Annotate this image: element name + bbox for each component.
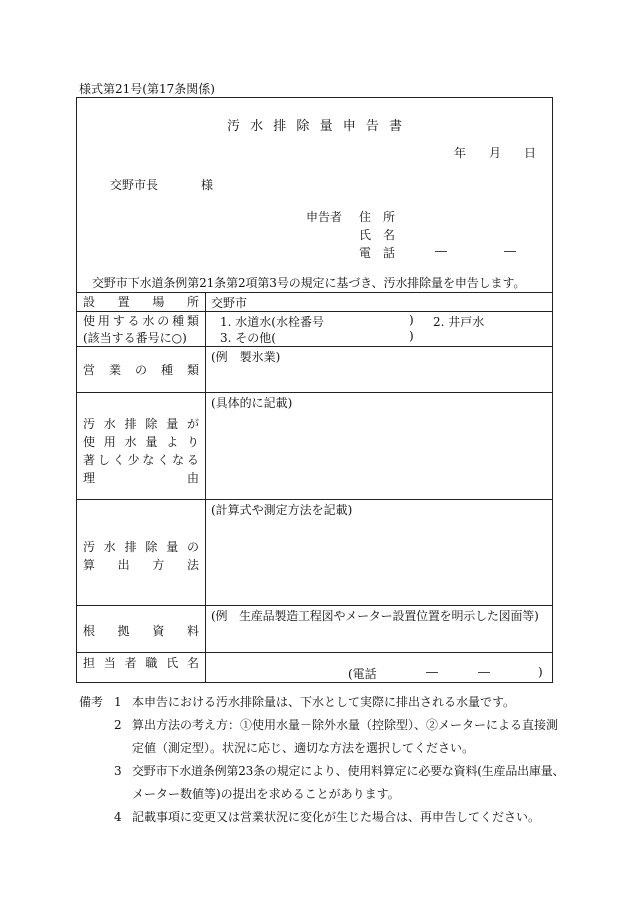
applicant-name-label: 氏 名 [359,228,396,242]
remark-number: 4 [114,810,122,824]
applicant-role: 申告者 [306,210,343,224]
title-char: 水 [250,119,264,134]
water-option-1-close: ) [409,313,414,327]
row-evidence [77,606,552,653]
label-contact-person: 担 当 者 職 氏 名 [83,656,199,670]
form-number: 様式第21号(第17条関係) [79,82,215,96]
applicant-address-label: 住 所 [359,210,396,224]
contact-phone-prefix: (電話 [348,667,377,681]
contact-phone-dash: ― [478,665,490,679]
reason-hint: (具体的に記載) [211,396,293,410]
method-hint: (計算式や測定方法を記載) [211,503,353,517]
remark-text: 記載事項に変更又は営業状況に変化が生じた場合は、再申告してください。 [132,810,541,824]
water-option-3[interactable]: 3. その他( [220,331,276,345]
row-contact-person [77,653,552,683]
addressee-honorific: 様 [201,178,214,192]
title-char: 書 [388,119,402,134]
row-location [77,292,552,312]
remark-text: 算出方法の考え方：①使用水量－除外水量（控除型）、②メーターによる直接測 [132,718,559,732]
addressee-name: 交野市長 [110,178,159,192]
label-water-type: 使 用 す る 水 の 種 類 [83,314,199,328]
contact-phone-close: ) [538,665,543,679]
statement-text: 交野市下水道条例第21条第2項第3号の規定に基づき、汚水排除量を申告します。 [92,276,526,290]
declaration-form [76,97,553,683]
label-business-type: 営 業 の 種 類 [83,363,199,377]
title-char: 汚 [227,119,241,134]
remarks-heading: 備考 [79,695,104,709]
water-option-1[interactable]: 1. 水道水(水栓番号 [220,315,324,329]
water-option-2[interactable]: 2. 井戸水 [433,315,485,329]
water-option-3-close: ) [409,329,414,343]
remark-text-continued: メーター数値等)の提出を求めることがあります。 [132,787,400,801]
row-calculation-method [77,500,552,606]
remark-number: 2 [114,718,122,732]
applicant-phone-dash: ― [504,244,516,258]
remark-text-continued: 定値（測定型）。状況に応じ、適切な方法を選択してください。 [132,741,475,755]
remark-number: 1 [114,695,122,709]
title-char: 除 [296,119,310,134]
applicant-phone-label: 電 話 [359,246,396,260]
title-char: 量 [319,119,333,134]
remark-text: 交野市下水道条例第23条の規定により、使用料算定に必要な資料(生産品出庫量、 [132,764,565,778]
row-water-type [77,312,552,347]
row-business-type [77,347,552,393]
applicant-phone-dash: ― [435,244,447,258]
label-calculation-method: 汚 水 排 除 量 の 算 出 方 法 [83,540,199,572]
date-year: 年 [454,146,467,160]
remark-text: 本申告における汚水排除量は、下水として実際に排出される水量です。 [132,695,516,709]
form-title [227,115,402,134]
title-char: 排 [273,119,287,134]
date-month: 月 [489,146,502,160]
label-reason: 汚 水 排 除 量 が 使 用 水 量 よ り 著 し く 少 な く な る 理 由 [83,417,199,485]
location-value: 交野市 [211,296,248,310]
title-char: 申 [342,119,356,134]
water-type-instruction: (該当する番号に○) [83,331,187,345]
date-day: 日 [524,146,537,160]
form-top-area [77,98,552,293]
label-evidence: 根 拠 資 料 [83,624,199,638]
evidence-hint: (例 生産品製造工程図やメーター設置位置を明示した図面等) [211,609,539,623]
contact-phone-dash: ― [426,665,438,679]
business-example: (例 製氷業) [211,350,281,364]
row-reason [77,393,552,500]
remark-number: 3 [114,764,122,778]
title-char: 告 [365,119,379,134]
label-location: 設 置 場 所 [83,295,199,309]
